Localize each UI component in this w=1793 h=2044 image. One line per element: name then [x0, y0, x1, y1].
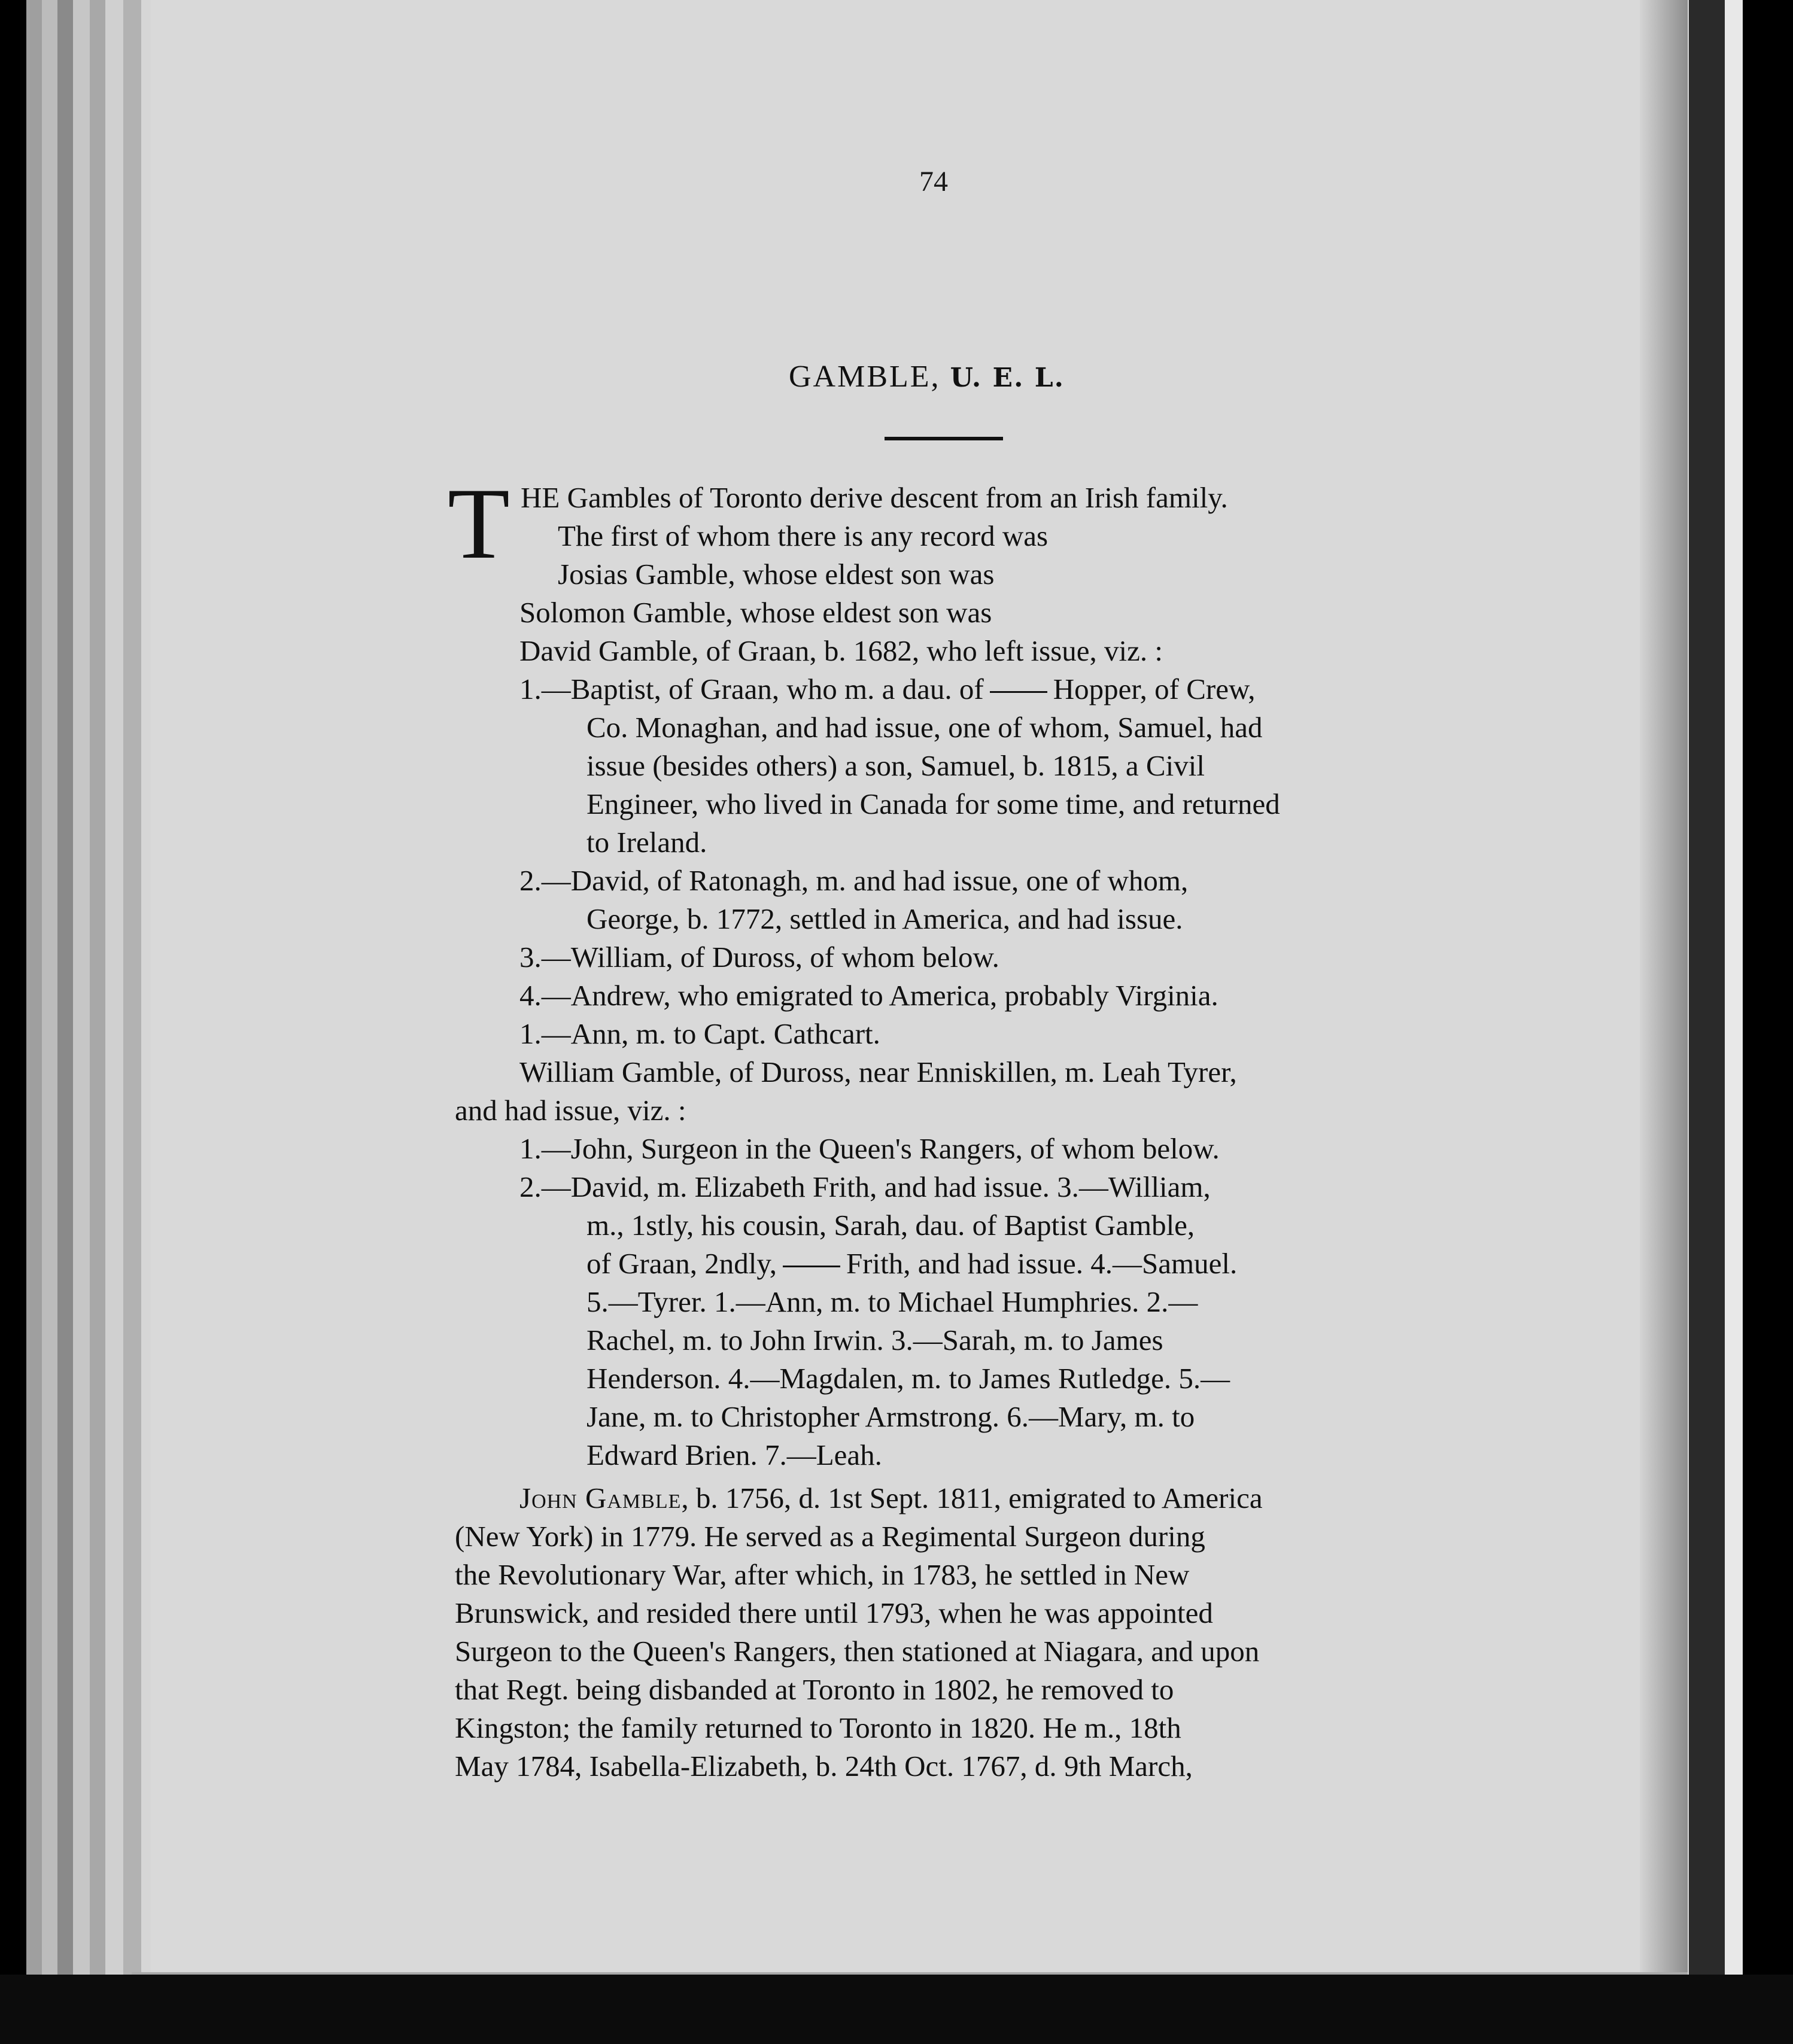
paragraph-line: William Gamble, of Duross, near Enniskillen, m. Leah Tyrer, — [519, 1056, 1237, 1088]
list-item-line: 4.—Andrew, who emigrated to America, probably Virginia. — [519, 979, 1218, 1012]
list-item-text: Hopper, of Crew, — [1053, 673, 1256, 705]
list-item-line: 3.—William, of Duross, of whom below. — [519, 941, 999, 974]
paragraph-line: that Regt. being disbanded at Toronto in 1802, he removed to — [455, 1673, 1174, 1706]
paragraph-text: , b. 1756, d. 1st Sept. 1811, emigrated to America — [681, 1482, 1263, 1514]
person-name: John Gamble — [519, 1482, 682, 1514]
list-item-line: issue (besides others) a son, Samuel, b. 1815, a Civil — [586, 749, 1205, 782]
list-item-line: Henderson. 4.—Magdalen, m. to James Rutledge. 5.— — [586, 1362, 1230, 1395]
list-item-line: Jane, m. to Christopher Armstrong. 6.—Mary, m. to — [586, 1400, 1195, 1433]
page-heading — [789, 358, 1065, 397]
list-item-line: Co. Monaghan, and had issue, one of whom, Samuel, had — [586, 711, 1263, 744]
list-item-line: 1.—Ann, m. to Capt. Cathcart. — [519, 1017, 880, 1050]
list-item-text: Frith, and had issue. 4.—Samuel. — [846, 1247, 1238, 1280]
paragraph-line: Surgeon to the Queen's Rangers, then stationed at Niagara, and upon — [455, 1635, 1260, 1668]
blank-name-dash — [990, 691, 1047, 693]
heading-name: GAMBLE, — [789, 360, 941, 394]
heading-rule — [885, 437, 1003, 440]
list-item-line: Edward Brien. 7.—Leah. — [586, 1438, 882, 1471]
list-item-line: m., 1stly, his cousin, Sarah, dau. of Baptist Gamble, — [586, 1209, 1195, 1242]
right-margin-strip — [1725, 0, 1743, 2010]
list-item-text: 1.—Baptist, of Graan, who m. a dau. of — [519, 673, 984, 705]
list-item-line: 5.—Tyrer. 1.—Ann, m. to Michael Humphries. 2.— — [586, 1285, 1198, 1318]
paragraph-line: May 1784, Isabella-Elizabeth, b. 24th Oct. 1767, d. 9th March, — [455, 1750, 1193, 1783]
page-gutter-shadow — [1640, 0, 1688, 1975]
intro-line: HE Gambles of Toronto derive descent from an Irish family. — [521, 481, 1228, 514]
list-item-line — [586, 1245, 1237, 1283]
intro-line: David Gamble, of Graan, b. 1682, who left issue, viz. : — [519, 634, 1163, 667]
intro-line: Solomon Gamble, whose eldest son was — [519, 596, 992, 629]
list-item-line: 2.—David, m. Elizabeth Frith, and had issue. 3.—William, — [519, 1170, 1211, 1203]
heading-suffix: U. E. L. — [950, 363, 1065, 393]
drop-cap: T — [448, 467, 510, 580]
list-item-line: Engineer, who lived in Canada for some time, and returned — [586, 787, 1280, 820]
paragraph-line: (New York) in 1779. He served as a Regimental Surgeon during — [455, 1520, 1205, 1553]
list-item-line: Rachel, m. to John Irwin. 3.—Sarah, m. to James — [586, 1324, 1163, 1356]
intro-line: The first of whom there is any record was — [558, 519, 1049, 552]
intro-line: Josias Gamble, whose eldest son was — [558, 558, 995, 591]
bottom-margin-band — [0, 1975, 1793, 2044]
page-number: 74 — [919, 166, 948, 197]
list-item-text: of Graan, 2ndly, — [586, 1247, 777, 1280]
paragraph-line — [519, 1479, 1263, 1517]
right-margin-band — [1689, 0, 1725, 2010]
paragraph-line: the Revolutionary War, after which, in 1783, he settled in New — [455, 1558, 1190, 1591]
paragraph-line: Kingston; the family returned to Toronto in 1820. He m., 18th — [455, 1711, 1181, 1744]
paragraph-line: Brunswick, and resided there until 1793, when he was appointed — [455, 1596, 1213, 1629]
list-item-line: 1.—John, Surgeon in the Queen's Rangers, of whom below. — [519, 1132, 1220, 1165]
list-item-line: 2.—David, of Ratonagh, m. and had issue, one of whom, — [519, 864, 1189, 897]
list-item-line: George, b. 1772, settled in America, and had issue. — [586, 902, 1183, 935]
paragraph-line: and had issue, viz. : — [455, 1094, 686, 1127]
list-item-line — [519, 670, 1255, 708]
blank-name-dash — [783, 1266, 840, 1267]
list-item-line: to Ireland. — [586, 826, 707, 859]
